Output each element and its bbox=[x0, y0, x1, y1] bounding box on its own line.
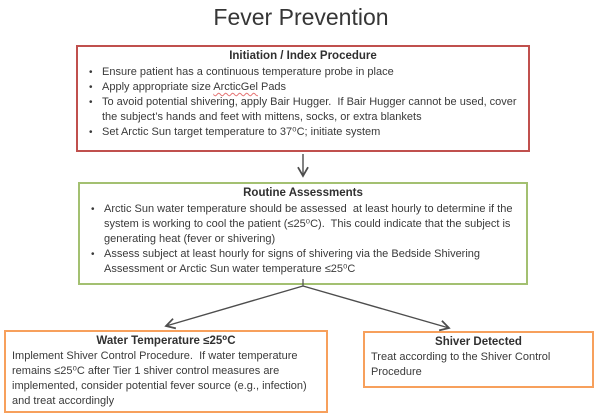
bullet-item bbox=[89, 125, 522, 140]
bullet-item bbox=[89, 95, 522, 125]
box-routine-bullet-list bbox=[80, 202, 526, 277]
box-initiation-bullet-list bbox=[78, 65, 528, 140]
bullet-marker: • bbox=[91, 204, 95, 215]
box-routine-header: Routine Assessments bbox=[243, 187, 363, 199]
arrow-routine-to-shiver-detected bbox=[303, 286, 449, 328]
bullet-marker: • bbox=[91, 249, 95, 260]
bullet-text: Arctic Sun water temperature should be assessed at least hourly to determine if the system is working to cool the patient (≤25⁰C). This could indicate that the subject is generating heat (fever or shivering) bbox=[104, 203, 516, 245]
bullet-marker: • bbox=[89, 127, 93, 138]
bullet-text: Ensure patient has a continuous temperature probe in place bbox=[102, 66, 394, 78]
arrow-routine-to-water-temperature bbox=[166, 286, 303, 326]
box-initiation-header: Initiation / Index Procedure bbox=[229, 50, 377, 62]
bullet-item bbox=[91, 247, 520, 277]
box-shiver-detected-body: Treat according to the Shiver Control Procedure bbox=[371, 351, 554, 378]
bullet-marker: • bbox=[89, 82, 93, 93]
box-water-temperature bbox=[4, 330, 328, 413]
box-shiver-detected-header: Shiver Detected bbox=[435, 336, 522, 348]
bullet-marker: • bbox=[89, 67, 93, 78]
box-shiver-detected bbox=[363, 331, 594, 388]
bullet-text: To avoid potential shivering, apply Bair Hugger. If Bair Hugger cannot be used, cover the subject’s hands and feet with mittens, socks, or extra blankets bbox=[102, 96, 520, 123]
bullet-item bbox=[91, 202, 520, 247]
bullet-item bbox=[89, 80, 522, 95]
bullet-text: Assess subject at least hourly for signs of shivering via the Bedside Shivering Assessment or Arctic Sun water temperature ≤25⁰C bbox=[104, 248, 483, 275]
bullet-text: Apply appropriate size ArcticGel Pads bbox=[102, 81, 287, 93]
box-initiation-procedure bbox=[76, 45, 530, 152]
box-water-temperature-body: Implement Shiver Control Procedure. If water temperature remains ≤25⁰C after Tier 1 shiver control measures are implemented, consider potential fever source (e.g., infection) and treat accordingly bbox=[12, 350, 310, 407]
page-title: Fever Prevention bbox=[213, 4, 389, 30]
bullet-marker: • bbox=[89, 97, 93, 108]
bullet-item bbox=[89, 65, 522, 80]
bullet-text: Set Arctic Sun target temperature to 37⁰C; initiate system bbox=[102, 126, 381, 138]
box-water-temperature-header: Water Temperature ≤25⁰C bbox=[96, 335, 236, 347]
box-routine-assessments bbox=[78, 182, 528, 285]
